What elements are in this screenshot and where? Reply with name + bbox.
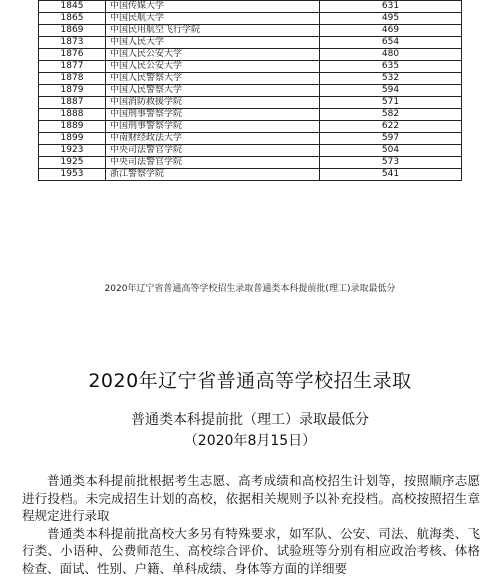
school-code-cell: 1889 <box>39 121 106 133</box>
table-row <box>39 109 462 121</box>
school-code-cell: 1888 <box>39 109 106 121</box>
school-code-cell: 1845 <box>39 1 106 13</box>
table-row <box>39 133 462 145</box>
body-paragraph-2: 普通类本科提前批高校大多另有特殊要求，如军队、公安、司法、航海类、飞行类、小语种、公费师范生、高校综合评价、试验班等分别有相应政治考核、体格检查、面试、性别、户籍、单科成绩、身体等方面的详细要 <box>22 525 480 577</box>
min-score-cell: 597 <box>320 133 462 145</box>
school-code-cell: 1887 <box>39 97 106 109</box>
image-caption: 2020年辽宁省普通高等学校招生录取普通类本科提前批(理工)录取最低分 <box>0 281 500 294</box>
score-table-body <box>39 1 462 181</box>
table-row <box>39 85 462 97</box>
min-score-cell: 573 <box>320 157 462 169</box>
table-row <box>39 97 462 109</box>
table-row <box>39 145 462 157</box>
min-score-cell: 469 <box>320 25 462 37</box>
school-name-cell: 中国消防救援学院 <box>106 97 320 109</box>
body-paragraph-1: 普通类本科提前批根据考生志愿、高考成绩和高校招生计划等，按照顺序志愿进行投档。未完成招生计划的高校，依据相关规则予以补充投档。高校按照招生章程规定进行录取 <box>22 472 480 525</box>
table-row <box>39 1 462 13</box>
school-code-cell: 1923 <box>39 145 106 157</box>
school-name-cell: 中央司法警官学院 <box>106 157 320 169</box>
document-body <box>22 472 480 577</box>
school-code-cell: 1876 <box>39 49 106 61</box>
table-row <box>39 169 462 181</box>
table-row <box>39 157 462 169</box>
school-name-cell: 中国民用航空飞行学院 <box>106 25 320 37</box>
school-name-cell: 中国刑事警察学院 <box>106 121 320 133</box>
table-row <box>39 61 462 73</box>
school-code-cell: 1873 <box>39 37 106 49</box>
table-row <box>39 25 462 37</box>
school-name-cell: 中南财经政法大学 <box>106 133 320 145</box>
document-subtitle: 普通类本科提前批（理工）录取最低分 <box>0 409 500 429</box>
table-row <box>39 121 462 133</box>
score-table-container <box>38 0 462 181</box>
school-code-cell: 1877 <box>39 61 106 73</box>
school-name-cell: 浙江警察学院 <box>106 169 320 181</box>
school-name-cell: 中国刑事警察学院 <box>106 109 320 121</box>
table-row <box>39 13 462 25</box>
school-code-cell: 1865 <box>39 13 106 25</box>
school-name-cell: 中国人民公安大学 <box>106 61 320 73</box>
school-name-cell: 中央司法警官学院 <box>106 145 320 157</box>
school-code-cell: 1869 <box>39 25 106 37</box>
min-score-cell: 571 <box>320 97 462 109</box>
min-score-cell: 495 <box>320 13 462 25</box>
min-score-cell: 532 <box>320 73 462 85</box>
min-score-cell: 541 <box>320 169 462 181</box>
school-code-cell: 1925 <box>39 157 106 169</box>
min-score-cell: 622 <box>320 121 462 133</box>
school-name-cell: 中国传媒大学 <box>106 1 320 13</box>
min-score-cell: 654 <box>320 37 462 49</box>
min-score-cell: 582 <box>320 109 462 121</box>
document-date: （2020年8月15日） <box>0 430 500 450</box>
school-name-cell: 中国人民大学 <box>106 37 320 49</box>
school-code-cell: 1953 <box>39 169 106 181</box>
table-row <box>39 49 462 61</box>
school-code-cell: 1899 <box>39 133 106 145</box>
school-code-cell: 1879 <box>39 85 106 97</box>
school-name-cell: 中国民航大学 <box>106 13 320 25</box>
school-name-cell: 中国人民公安大学 <box>106 49 320 61</box>
min-score-cell: 480 <box>320 49 462 61</box>
score-table <box>38 0 462 181</box>
min-score-cell: 504 <box>320 145 462 157</box>
min-score-cell: 631 <box>320 1 462 13</box>
table-row <box>39 37 462 49</box>
school-name-cell: 中国人民警察大学 <box>106 85 320 97</box>
school-code-cell: 1878 <box>39 73 106 85</box>
school-name-cell: 中国人民警察大学 <box>106 73 320 85</box>
min-score-cell: 635 <box>320 61 462 73</box>
document-title: 2020年辽宁省普通高等学校招生录取 <box>0 366 500 393</box>
table-row <box>39 73 462 85</box>
min-score-cell: 594 <box>320 85 462 97</box>
